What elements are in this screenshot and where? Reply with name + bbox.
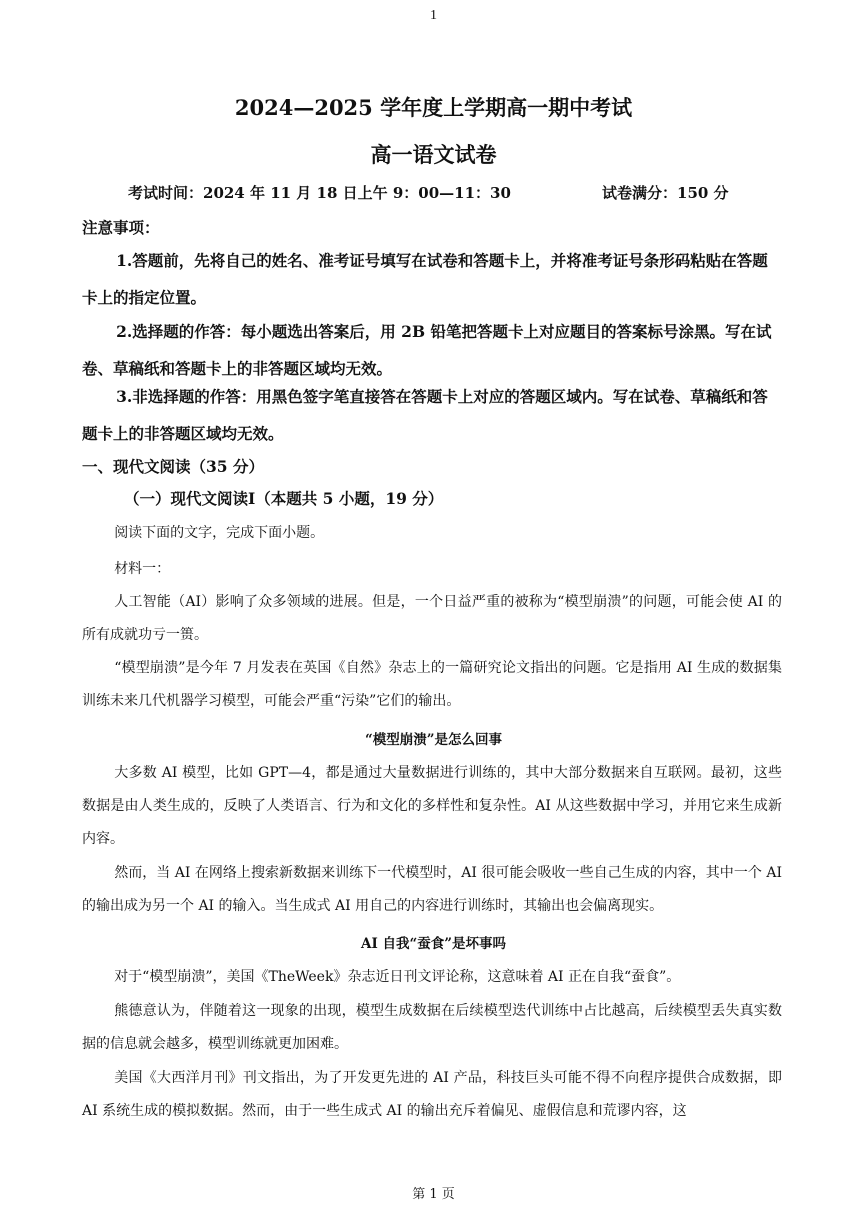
paragraph-5: 对于“模型崩溃”，美国《TheWeek》杂志近日刊文评论称，这意味着 AI 正在自我“蚕食”。: [114, 969, 681, 985]
section-heading: 一、现代文阅读（35 分）: [82, 457, 264, 476]
instruction-text: 阅读下面的文字，完成下面小题。: [114, 525, 325, 541]
full-score: 试卷满分：150 分: [602, 184, 729, 202]
page-number-top: 1: [430, 8, 437, 23]
notice-item-2: 2.选择题的作答：每小题选出答案后，用 2B 铅笔把答题卡上对应题目的答案标号涂黑。写在试卷、草稿纸和答题卡上的非答题区域均无效。: [82, 322, 772, 378]
subheading-1: “模型崩溃”是怎么回事: [364, 732, 503, 748]
subsection-heading: （一）现代文阅读Ⅰ（本题共 5 小题，19 分）: [124, 489, 444, 508]
notice-item-3: 3.非选择题的作答：用黑色签字笔直接答在答题卡上对应的答题区域内。写在试卷、草稿纸和答题卡上的非答题区域均无效。: [82, 387, 768, 443]
exam-info: [128, 182, 768, 203]
material-label: 材料一：: [114, 561, 171, 577]
notice-item-1: 1.答题前，先将自己的姓名、准考证号填写在试卷和答题卡上，并将准考证号条形码粘贴在答题卡上的指定位置。: [82, 251, 768, 307]
notice-heading: 注意事项：: [82, 218, 160, 237]
paragraph-6: 熊德意认为，伴随着这一现象的出现，模型生成数据在后续模型迭代训练中占比越高，后续模型丢失真实数据的信息就会越多，模型训练就更加困难。: [82, 1003, 782, 1052]
exam-title: 2024—2025 学年度上学期高一期中考试: [234, 95, 633, 120]
paragraph-3: 大多数 AI 模型，比如 GPT—4，都是通过大量数据进行训练的，其中大部分数据来自互联网。最初，这些数据是由人类生成的，反映了人类语言、行为和文化的多样性和复杂性。AI 从这些数据中学习，并用它来生成新内容。: [82, 765, 782, 847]
paper-title: 高一语文试卷: [370, 142, 497, 167]
subheading-2: AI 自我“蚕食”是坏事吗: [360, 936, 507, 952]
paragraph-2: “模型崩溃”是今年 7 月发表在英国《自然》杂志上的一篇研究论文指出的问题。它是指用 AI 生成的数据集训练未来几代机器学习模型，可能会严重“污染”它们的输出。: [82, 660, 782, 709]
paragraph-7: 美国《大西洋月刊》刊文指出，为了开发更先进的 AI 产品，科技巨头可能不得不向程序提供合成数据，即 AI 系统生成的模拟数据。然而，由于一些生成式 AI 的输出充斥着偏见、虚假信息和荒谬内容，这: [82, 1070, 782, 1119]
page-footer: 第 1 页: [412, 1187, 455, 1202]
paragraph-4: 然而，当 AI 在网络上搜索新数据来训练下一代模型时，AI 很可能会吸收一些自己生成的内容，其中一个 AI 的输出成为另一个 AI 的输入。当生成式 AI 用自己的内容进行训练时，其输出也会偏离现实。: [82, 865, 782, 914]
paragraph-1: 人工智能（AI）影响了众多领域的进展。但是，一个日益严重的被称为“模型崩溃”的问题，可能会使 AI 的所有成就功亏一篑。: [82, 594, 782, 643]
exam-time: 考试时间：2024 年 11 月 18 日上午 9：00—11：30: [128, 184, 511, 202]
